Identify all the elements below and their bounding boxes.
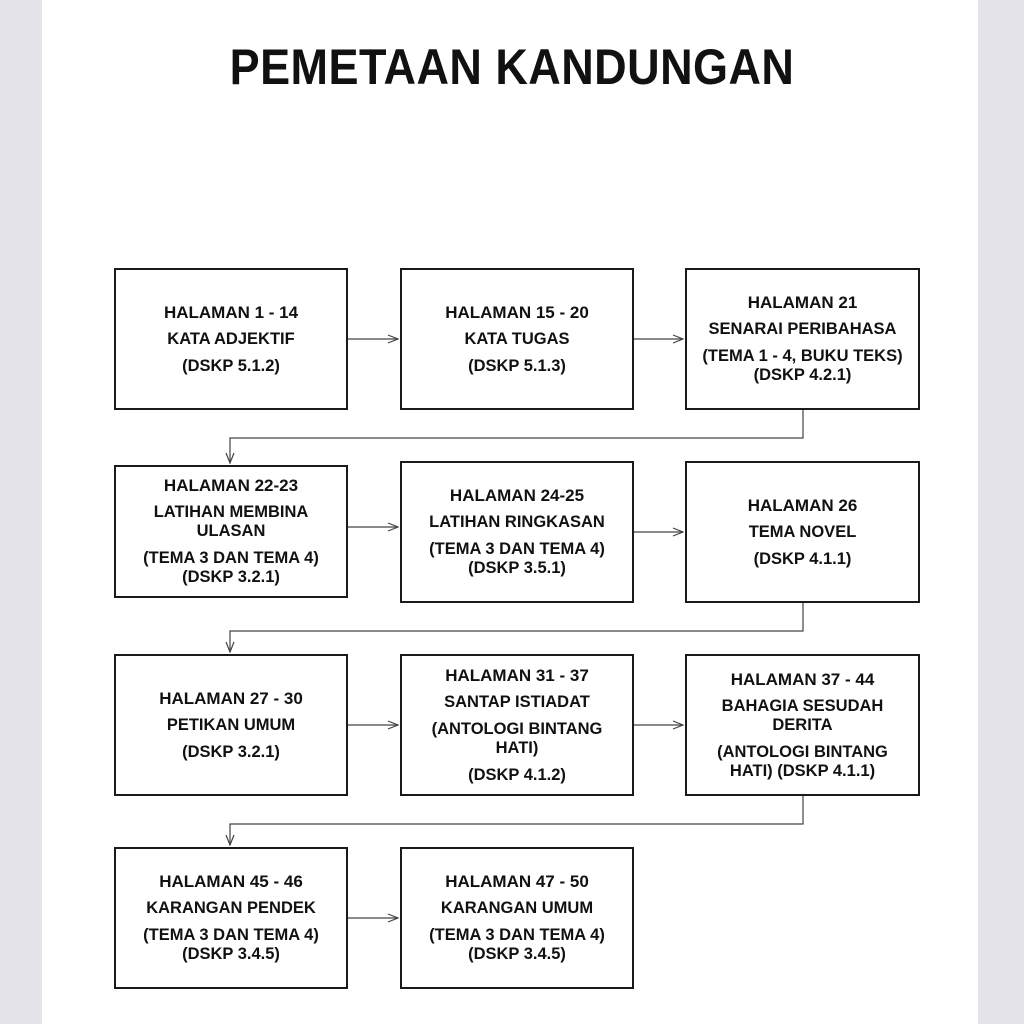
flow-box-8: [400, 654, 634, 796]
box-page-range: HALAMAN 24-25: [449, 486, 585, 505]
box-reference: (TEMA 3 DAN TEMA 4) (DSKP 3.4.5): [143, 926, 319, 963]
box-topic: KATA ADJEKTIF: [167, 329, 295, 348]
box-reference: (DSKP 5.1.3): [468, 356, 566, 375]
box-topic: BAHAGIA SESUDAH DERITA: [721, 696, 884, 734]
box-topic: SANTAP ISTIADAT: [444, 692, 590, 711]
flow-box-10: [114, 847, 348, 989]
box-topic: TEMA NOVEL: [748, 522, 857, 541]
box-topic: LATIHAN RINGKASAN: [429, 513, 605, 531]
arrow-next-row-1: [230, 410, 803, 463]
arrow-next-row-2: [230, 603, 803, 652]
box-page-range: HALAMAN 1 - 14: [163, 302, 299, 322]
box-page-range: HALAMAN 47 - 50: [445, 872, 589, 891]
box-topic: KATA TUGAS: [464, 329, 570, 348]
box-topic: PETIKAN UMUM: [166, 715, 296, 734]
arrow-next-row-3: [230, 796, 803, 845]
box-reference: (DSKP 3.2.1): [182, 742, 280, 761]
flow-box-4: [114, 465, 348, 598]
box-reference: (DSKP 4.1.2): [468, 765, 566, 784]
flow-box-1: [114, 268, 348, 410]
box-reference: (ANTOLOGI BINTANG HATI) (DSKP 4.1.1): [717, 742, 888, 780]
box-reference: (ANTOLOGI BINTANG HATI): [431, 719, 603, 757]
flow-box-6: [685, 461, 920, 603]
page-title: PEMETAAN KANDUNGAN: [229, 39, 795, 95]
flow-box-5: [400, 461, 634, 603]
box-page-range: HALAMAN 26: [747, 495, 858, 515]
flow-box-11: [400, 847, 634, 989]
box-reference: (DSKP 5.1.2): [182, 356, 280, 375]
flow-box-7: [114, 654, 348, 796]
box-topic: SENARAI PERIBAHASA: [708, 320, 897, 338]
flow-box-3: [685, 268, 920, 410]
box-reference: (TEMA 3 DAN TEMA 4) (DSKP 3.5.1): [429, 540, 605, 577]
flow-box-9: [685, 654, 920, 796]
box-reference: (TEMA 3 DAN TEMA 4) (DSKP 3.2.1): [143, 549, 319, 586]
box-page-range: HALAMAN 15 - 20: [445, 302, 589, 322]
box-reference: (DSKP 4.1.1): [753, 549, 852, 568]
box-page-range: HALAMAN 37 - 44: [730, 669, 875, 689]
box-reference: (TEMA 3 DAN TEMA 4) (DSKP 3.4.5): [429, 926, 605, 963]
flow-box-2: [400, 268, 634, 410]
box-topic: LATIHAN MEMBINA ULASAN: [153, 503, 309, 540]
box-page-range: HALAMAN 45 - 46: [159, 872, 303, 891]
box-page-range: HALAMAN 21: [747, 293, 858, 312]
box-topic: KARANGAN PENDEK: [146, 899, 316, 917]
box-page-range: HALAMAN 27 - 30: [159, 688, 303, 708]
box-reference: (TEMA 1 - 4, BUKU TEKS) (DSKP 4.2.1): [702, 347, 903, 384]
box-page-range: HALAMAN 31 - 37: [445, 665, 589, 685]
box-page-range: HALAMAN 22-23: [163, 476, 299, 495]
box-topic: KARANGAN UMUM: [440, 899, 594, 917]
